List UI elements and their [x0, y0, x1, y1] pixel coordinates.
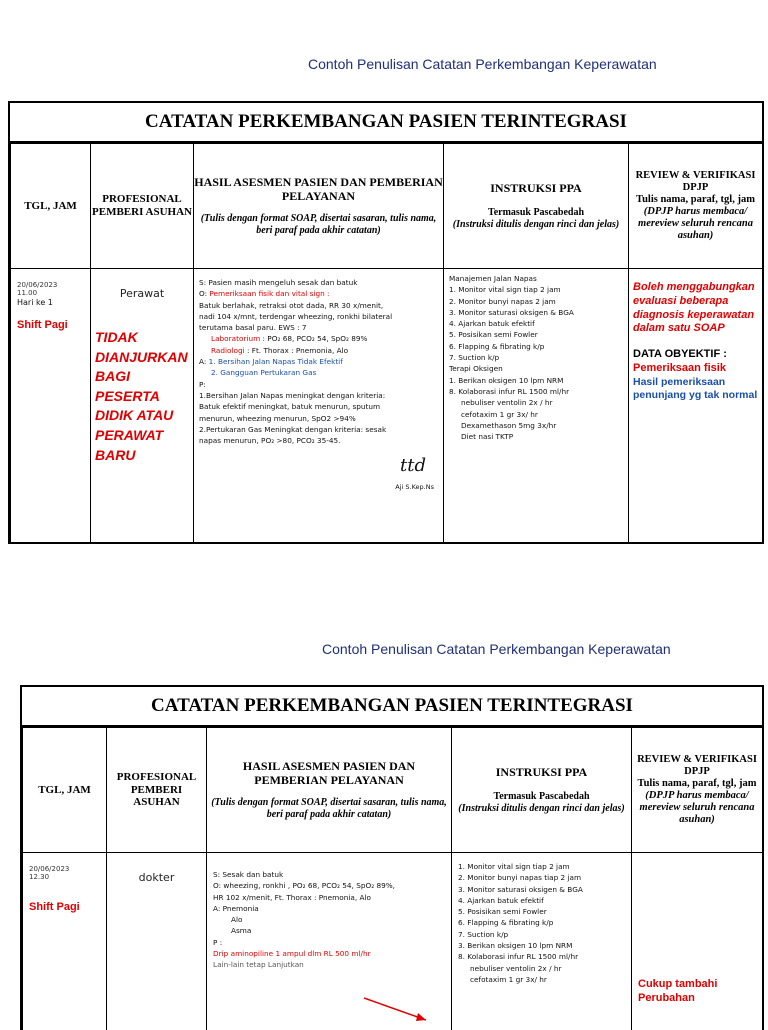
cell-date-2 [23, 853, 107, 1030]
form-sheet-1 [8, 101, 764, 544]
form-title: CATATAN PERKEMBANGAN PASIEN TERINTEGRASI [22, 687, 762, 727]
header-review-note: (DPJP harus membaca/ mereview seluruh rencana asuhan) [632, 790, 762, 826]
diagnosis-1: 1. Bersihan Jalan Napas Tidak Efektif [209, 357, 343, 366]
instr-item: 2. Monitor bunyi napas 2 jam [449, 296, 624, 307]
review-physical: Pemeriksaan fisik [633, 362, 760, 376]
rad-label: Radiologi [211, 346, 245, 355]
instr-heading-2: Terapi Oksigen [449, 363, 624, 374]
plan-rest: Lain-lain tetap Lanjutkan [213, 959, 447, 970]
instr-item: 1. Monitor vital sign tiap 2 jam [449, 284, 624, 295]
plan-1-line3: menurun, wheezing menurun, SpO2 >94% [199, 413, 438, 424]
instr-item: 3. Monitor saturasi oksigen & BGA [458, 884, 627, 895]
instr-item: 1. Monitor vital sign tiap 2 jam [458, 861, 627, 872]
instr-item: 2. Monitor bunyi napas tiap 2 jam [458, 872, 627, 883]
instr-item: 1. Berikan oksigen 10 lpm NRM [449, 375, 624, 386]
instr-item: 8. Kolaborasi infur RL 1500 ml/hr [449, 386, 624, 397]
record-date: 20/06/2023 [17, 281, 86, 289]
soap-o-line1: Batuk berlahak, retraksi otot dada, RR 30 x/menit, [199, 300, 438, 311]
cell-soap-1 [194, 269, 444, 545]
soap-o-vital-heading: Pemeriksaan fisik dan vital sign : [209, 289, 329, 298]
header-instruksi-sub: Termasuk Pascabedah [452, 791, 631, 803]
rad-value: : Ft. Thorax : Pnemonia, Alo [245, 346, 348, 355]
instr-item: 7. Suction k/p [449, 352, 624, 363]
profession-label: dokter [111, 871, 202, 884]
header-instruksi-note: (Instruksi ditulis dengan rinci dan jelas) [452, 803, 631, 815]
diagnosis-2: 2. Gangguan Pertukaran Gas [199, 367, 438, 378]
soap-s: S: Sesak dan batuk [213, 869, 447, 880]
header-hasil-note: (Tulis dengan format SOAP, disertai sasaran, tulis nama, beri paraf pada akhir catatan) [207, 797, 451, 820]
instr-item: 7. Suction k/p [458, 929, 627, 940]
header-instruksi-title: INSTRUKSI PPA [452, 766, 631, 780]
review-note: Cukup tambahi Perubahan [638, 978, 760, 1006]
caption-top: Contoh Penulisan Catatan Perkembangan Keperawatan [308, 56, 657, 72]
soap-lab [199, 333, 438, 344]
cell-profession-2 [107, 853, 207, 1030]
soap-o-line2: nadi 104 x/mnt, terdengar wheezing, ronkhi bilateral [199, 311, 438, 322]
header-instruksi-sub: Termasuk Pascabedah [444, 207, 628, 219]
cell-review-1 [629, 269, 763, 545]
cell-review-2 [632, 853, 763, 1030]
instr-item: Dexamethason 5mg 3x/hr [449, 420, 624, 431]
header-review-title: REVIEW & VERIFIKASI DPJP [632, 754, 762, 778]
review-note: Boleh menggabungkan evaluasi beberapa diagnosis keperawatan dalam satu SOAP [633, 281, 760, 336]
signature: ttd [199, 452, 438, 480]
record-date: 20/06/2023 [29, 865, 102, 873]
soap-o-line2: HR 102 x/menit, Ft. Thorax : Pnemonia, Alo [213, 892, 447, 903]
soap-a-sub1: Alo [213, 914, 447, 925]
instr-item: 5. Posisikan semi Fowler [458, 906, 627, 917]
plan-change: Drip aminopiline 1 ampul dlm RL 500 ml/hr [213, 948, 447, 959]
instr-item: 4. Ajarkan batuk efektif [449, 318, 624, 329]
record-time: 12.30 [29, 873, 102, 881]
cell-profession-1 [91, 269, 194, 545]
profession-label: Perawat [95, 287, 189, 300]
soap-a [199, 356, 438, 367]
header-profesional: PROFESIONAL PEMBERI ASUHAN [91, 144, 194, 269]
instr-item: cefotaxim 1 gr 3x/ hr [458, 974, 627, 985]
soap-s: S: Pasien masih mengeluh sesak dan batuk [199, 277, 438, 288]
instr-item: 4. Ajarkan batuk efektif [458, 895, 627, 906]
caption-bottom: Contoh Penulisan Catatan Perkembangan Keperawatan [322, 641, 671, 657]
soap-a: A: Pnemonia [213, 903, 447, 914]
warning-note: TIDAK DIANJURKAN BAGI PESERTA DIDIK ATAU PERAWAT BARU [95, 328, 189, 465]
soap-a-sub2: Asma [213, 925, 447, 936]
header-hasil-note: (Tulis dengan format SOAP, disertai sasaran, tulis nama, beri paraf pada akhir catatan) [194, 213, 443, 236]
header-tgl: TGL, JAM [11, 144, 91, 269]
header-tgl: TGL, JAM [23, 728, 107, 853]
shift-label: Shift Pagi [29, 901, 102, 913]
instr-item: nebuliser ventolin 2x / hr [449, 397, 624, 408]
instr-item: 6. Flapping & fibrating k/p [458, 917, 627, 928]
header-profesional: PROFESIONAL PEMBERI ASUHAN [107, 728, 207, 853]
instr-item: 3. Monitor saturasi oksigen & BGA [449, 307, 624, 318]
instr-item: 8. Kolaborasi infur RL 1500 ml/hr [458, 951, 627, 962]
soap-rad [199, 345, 438, 356]
soap-p-label: P : [213, 937, 447, 948]
soap-p-label: P: [199, 379, 438, 390]
annotation-arrow-icon [360, 996, 440, 1024]
header-instruksi-note: (Instruksi ditulis dengan rinci dan jelas) [444, 219, 628, 231]
instr-item: 3. Berikan oksigen 10 lpm NRM [458, 940, 627, 951]
header-review [629, 144, 763, 269]
review-supporting: Hasil pemeriksaan penunjang yg tak normal [633, 376, 760, 403]
soap-o-line1: O: wheezing, ronkhi , PO₂ 68, PCO₂ 54, SpO₂ 89%, [213, 880, 447, 891]
header-instruksi-title: INSTRUKSI PPA [444, 182, 628, 196]
plan-1-line1: 1.Bersihan Jalan Napas meningkat dengan kriteria: [199, 390, 438, 401]
soap-o-label: O: [199, 289, 209, 298]
header-review-sub: Tulis nama, paraf, tgl, jam [629, 194, 762, 206]
header-hasil [194, 144, 444, 269]
lab-value: : PO₂ 68, PCO₂ 54, SpO₂ 89% [260, 334, 367, 343]
record-table-2 [22, 727, 763, 1030]
header-hasil-title: HASIL ASESMEN PASIEN DAN PEMBERIAN PELAYANAN [194, 176, 443, 204]
instr-item: cefotaxim 1 gr 3x/ hr [449, 409, 624, 420]
soap-a-label: A: [199, 357, 209, 366]
form-title: CATATAN PERKEMBANGAN PASIEN TERINTEGRASI [10, 103, 762, 143]
instr-item: 6. Flapping & fibrating k/p [449, 341, 624, 352]
review-objective-heading: DATA OBYEKTIF : [633, 348, 760, 360]
header-hasil-title: HASIL ASESMEN PASIEN DAN PEMBERIAN PELAYANAN [207, 760, 451, 788]
cell-date-1 [11, 269, 91, 545]
shift-label: Shift Pagi [17, 319, 86, 331]
plan-2-line1: 2.Pertukaran Gas Meningkat dengan kriteria: sesak [199, 424, 438, 435]
header-review-note: (DPJP harus membaca/ mereview seluruh rencana asuhan) [629, 206, 762, 242]
record-day: Hari ke 1 [17, 297, 86, 309]
header-hasil [207, 728, 452, 853]
plan-1-line2: Batuk efektif meningkat, batuk menurun, sputum [199, 401, 438, 412]
signer-name: Aji S.Kep.Ns [199, 482, 438, 492]
record-time: 11.00 [17, 289, 86, 297]
cell-instruksi-2 [452, 853, 632, 1030]
instr-item: nebuliser ventolin 2x / hr [458, 963, 627, 974]
instr-item: 5. Posisikan semi Fowler [449, 329, 624, 340]
soap-o-line3: terutama basal paru. EWS : 7 [199, 322, 438, 333]
header-instruksi [452, 728, 632, 853]
record-table-1 [10, 143, 763, 544]
instr-heading-1: Manajemen Jalan Napas [449, 273, 624, 284]
header-instruksi [444, 144, 629, 269]
header-review-sub: Tulis nama, paraf, tgl, jam [632, 778, 762, 790]
header-review [632, 728, 763, 853]
instr-item: Diet nasi TKTP [449, 431, 624, 442]
plan-2-line2: napas menurun, PO₂ >80, PCO₂ 35-45. [199, 435, 438, 446]
cell-instruksi-1 [444, 269, 629, 545]
soap-o [199, 288, 438, 299]
header-review-title: REVIEW & VERIFIKASI DPJP [629, 170, 762, 194]
form-sheet-2 [20, 685, 764, 1030]
lab-label: Laboratorium [211, 334, 260, 343]
